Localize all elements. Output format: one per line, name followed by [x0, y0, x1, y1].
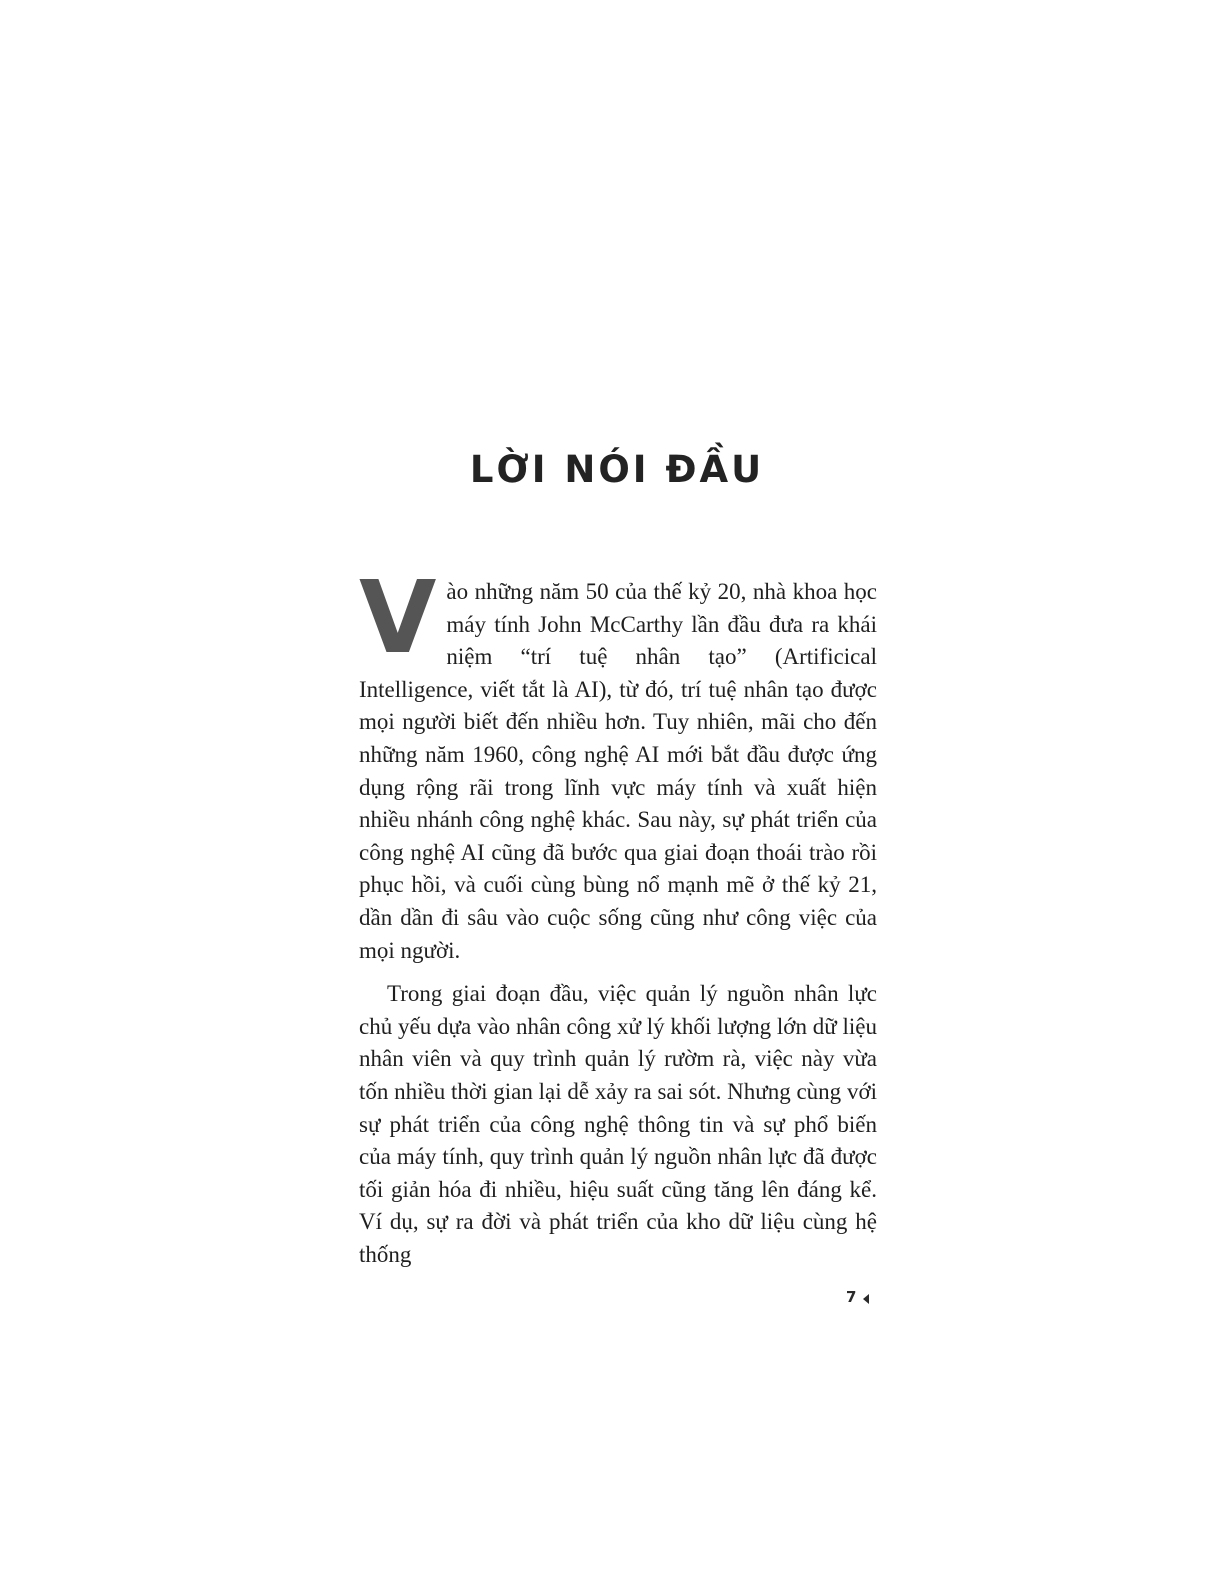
paragraph-2: Trong giai đoạn đầu, việc quản lý nguồn nhân lực chủ yếu dựa vào nhân công xử lý khối lượng lớn dữ liệu nhân viên và quy trình quản lý rườm rà, việc này vừa tốn nhiều thời gian lại dễ xảy ra sai sót. Nhưng cùng với sự phát triển của công nghệ thông tin và sự phổ biến của máy tính, quy trình quản lý nguồn nhân lực đã được tối giản hóa đi nhiều, hiệu suất cũng tăng lên đáng kể. Ví dụ, sự ra đời và phát triển của kho dữ liệu cùng hệ thống: [359, 981, 877, 1267]
paragraph-1: [359, 559, 877, 967]
body-text: [359, 559, 877, 1271]
chapter-title: LỜI NÓI ĐẦU: [469, 448, 765, 491]
page-marker-icon: [863, 1294, 869, 1304]
page-number: 7: [846, 1288, 857, 1306]
drop-cap: V: [359, 559, 437, 676]
paragraph-1-text: ào những năm 50 của thế kỷ 20, nhà khoa học máy tính John McCarthy lần đầu đưa ra khái niệm “trí tuệ nhân tạo” (Artificical Intelligence, viết tắt là AI), từ đó, trí tuệ nhân tạo được mọi người biết đến nhiều hơn. Tuy nhiên, mãi cho đến những năm 1960, công nghệ AI mới bắt đầu được ứng dụng rộng rãi trong lĩnh vực máy tính và xuất hiện nhiều nhánh công nghệ khác. Sau này, sự phát triển của công nghệ AI cũng đã bước qua giai đoạn thoái trào rồi phục hồi, và cuối cùng bùng nổ mạnh mẽ ở thế kỷ 21, dần dần đi sâu vào cuộc sống cũng như công việc của mọi người.: [359, 579, 877, 963]
